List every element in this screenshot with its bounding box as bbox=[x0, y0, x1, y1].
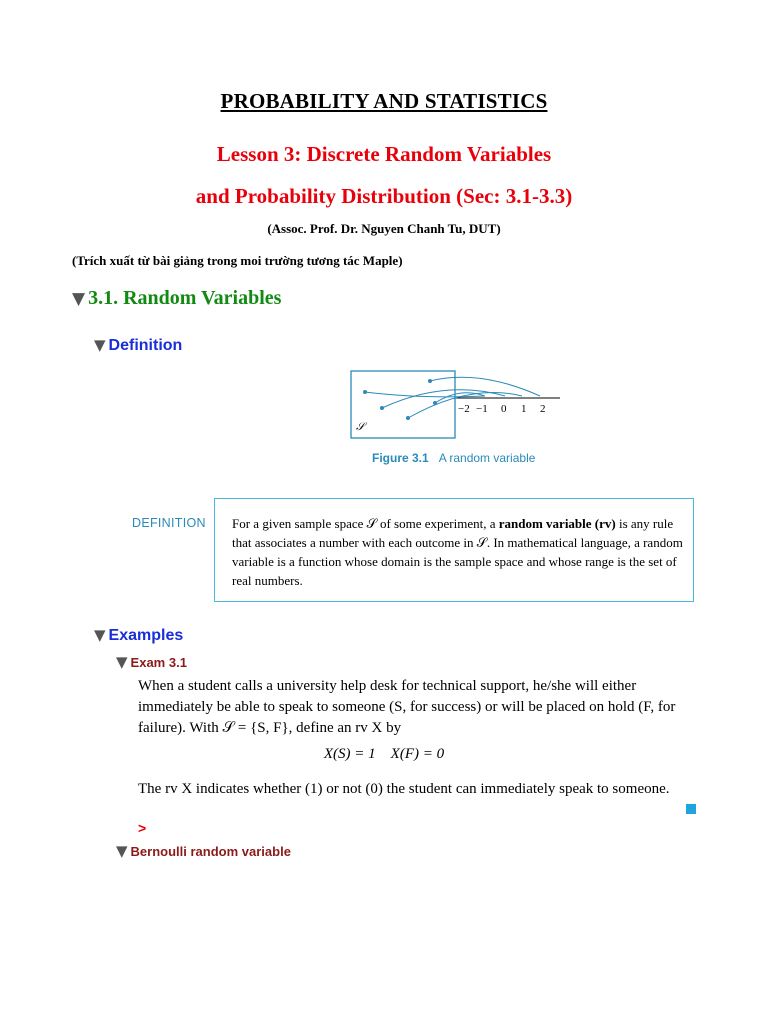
definition-label: DEFINITION bbox=[132, 516, 206, 530]
section-heading-random-variables[interactable] bbox=[72, 287, 281, 310]
figure-caption bbox=[372, 451, 535, 465]
section-heading-label: 3.1. Random Variables bbox=[88, 287, 282, 309]
random-variable-figure bbox=[350, 365, 565, 440]
svg-text:−1: −1 bbox=[476, 403, 488, 415]
figure-caption-label: Figure 3.1 bbox=[372, 451, 429, 465]
subsection-heading-label: Examples bbox=[108, 627, 184, 644]
example-conclusion: The rv X indicates whether (1) or not (0) the student can immediately speak to someone. bbox=[138, 781, 670, 797]
subsection-heading-examples[interactable] bbox=[94, 626, 183, 645]
lesson-title-line2: and Probability Distribution (Sec: 3.1-3.3) bbox=[195, 184, 573, 208]
example-heading-label: Bernoulli random variable bbox=[130, 844, 291, 859]
sample-space-symbol: 𝒮 bbox=[356, 421, 365, 433]
svg-text:2: 2 bbox=[540, 403, 546, 415]
svg-text:−2: −2 bbox=[458, 403, 470, 415]
outcome-points bbox=[363, 379, 437, 420]
lesson-title-line1: Lesson 3: Discrete Random Variables bbox=[216, 142, 552, 166]
figure-caption-text: A random variable bbox=[438, 451, 536, 465]
svg-text:0: 0 bbox=[501, 403, 507, 415]
sample-space-box bbox=[351, 371, 455, 438]
definition-term: random variable (rv) bbox=[498, 516, 616, 531]
document-title: PROBABILITY AND STATISTICS bbox=[220, 89, 548, 113]
triangle-down-icon[interactable]: ▼ bbox=[116, 842, 128, 860]
example-heading-exam-3-1[interactable] bbox=[116, 653, 187, 671]
example-formula: X(S) = 1 X(F) = 0 bbox=[323, 746, 445, 762]
svg-text:1: 1 bbox=[521, 403, 527, 415]
excerpt-note: (Trích xuất từ bài giảng trong moi trường tương tác Maple) bbox=[72, 253, 403, 268]
example-heading-bernoulli[interactable] bbox=[116, 842, 291, 860]
author-line: (Assoc. Prof. Dr. Nguyen Chanh Tu, DUT) bbox=[267, 221, 501, 236]
subsection-heading-definition[interactable] bbox=[94, 336, 182, 355]
end-square-icon bbox=[686, 804, 696, 814]
triangle-down-icon[interactable]: ▼ bbox=[72, 289, 86, 309]
example-heading-label: Exam 3.1 bbox=[130, 655, 187, 670]
triangle-down-icon[interactable]: ▼ bbox=[94, 626, 106, 644]
subsection-heading-label: Definition bbox=[108, 337, 183, 354]
example-text: When a student calls a university help desk for technical support, he/she will either immediately be able to speak to someone (S, for success) or will be placed on hold (F, for failure). With 𝒮 = {S, F}, define an rv X by bbox=[138, 678, 676, 736]
definition-text: For a given sample space 𝒮 of some experiment, a random variable (rv) is any rule that associates a number with each outcome in 𝒮. In mathematical language, a random variable is a function whose domain is the sample space and whose range is the set of real numbers. bbox=[232, 516, 683, 588]
maple-prompt[interactable]: > bbox=[138, 820, 147, 836]
triangle-down-icon[interactable]: ▼ bbox=[116, 653, 128, 671]
triangle-down-icon[interactable]: ▼ bbox=[94, 336, 106, 354]
axis-tick-labels bbox=[458, 403, 546, 415]
